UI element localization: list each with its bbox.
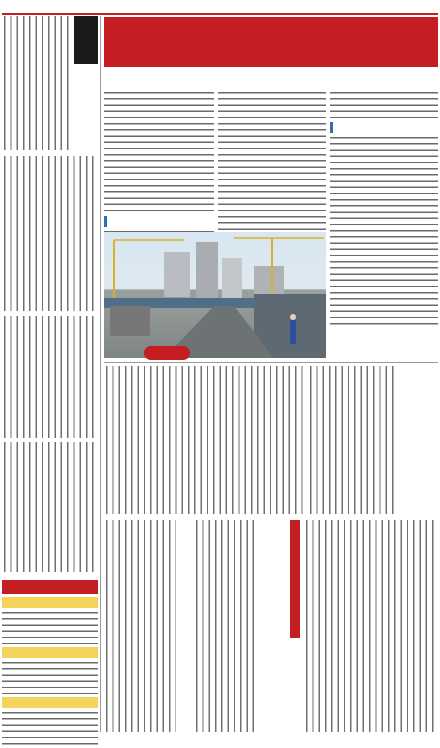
feature-small-vertical [180, 604, 190, 730]
lead-body-col-2 [218, 90, 326, 230]
lead-box-2-title [330, 122, 440, 133]
masthead-rule [2, 13, 438, 15]
news-brief-header [2, 580, 98, 594]
feature-body-a [104, 366, 304, 514]
news-brief-box [2, 580, 98, 748]
section-divider [104, 362, 438, 363]
news-item-3-title-bar [2, 697, 98, 708]
news-item-2-body [2, 660, 98, 694]
construction-scene [104, 232, 326, 358]
news-item-1-title-bar [2, 597, 98, 608]
lead-body-col-1 [104, 90, 214, 214]
masthead [2, 0, 438, 13]
news-item-3-body [2, 710, 98, 746]
news-item-2-title-bar [2, 647, 98, 658]
photo-caption [330, 330, 438, 360]
lead-box-2-body [330, 135, 438, 325]
feature-tag [144, 346, 190, 360]
editorial-body-top [2, 16, 70, 150]
editorial-body-mid [2, 156, 98, 311]
editorial-tag [74, 16, 98, 64]
feature-body-c [104, 520, 176, 732]
scholar-headline [258, 520, 288, 732]
feature-body-b [308, 366, 396, 514]
construction-photo [104, 232, 326, 358]
lead-headline-bar [104, 17, 438, 67]
feature-body-e [304, 520, 438, 732]
lead-box-1-title [104, 216, 217, 227]
column-divider [100, 16, 101, 732]
editorial-column [2, 16, 98, 735]
editorial-body-lower [2, 316, 98, 438]
editorial-body-bottom [2, 442, 98, 572]
scholar-tag [290, 522, 300, 636]
news-item-1-body [2, 610, 98, 644]
lead-body-col-3 [330, 90, 438, 120]
feature-body-d [194, 520, 254, 732]
